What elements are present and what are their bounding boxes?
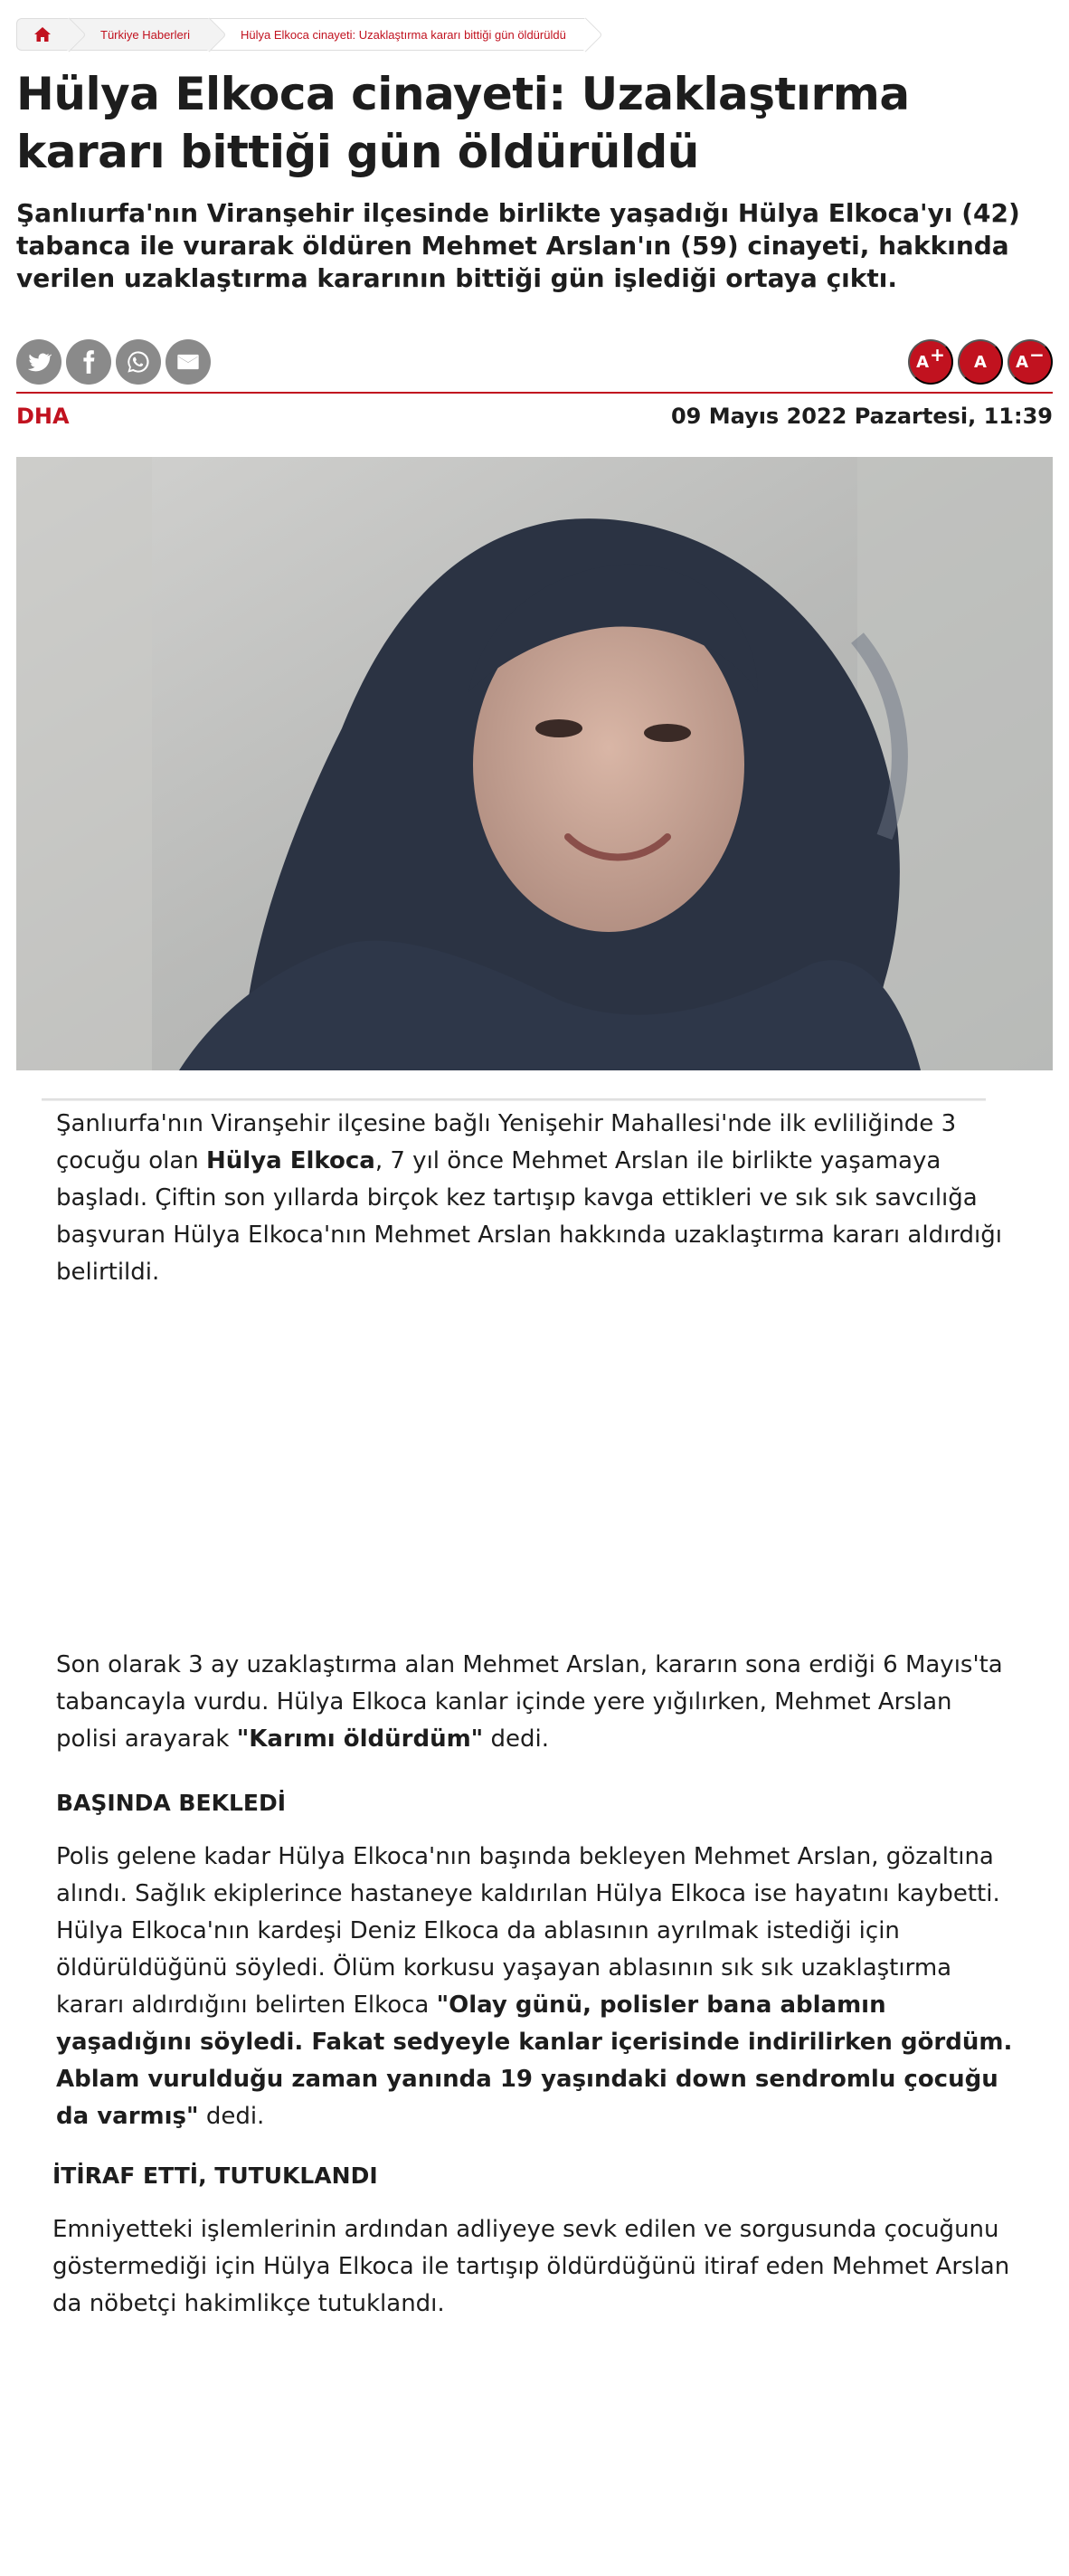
mail-icon <box>175 349 201 375</box>
subheading-basinda-bekledi: BAŞINDA BEKLEDİ <box>56 1790 287 1816</box>
share-mail-button[interactable] <box>166 339 211 385</box>
p3-text-bold: "Olay günü, polisler bana ablamın yaşadığını söyledi. Fakat sedyeyle kanlar içerisinde indirilirken gördüm. Ablam vurulduğu zaman yanında 19 yaşındaki down sendromlu çocuğu da varmış" <box>56 1991 1013 2130</box>
article-photo <box>16 457 1053 1070</box>
p1-text-bold: Hülya Elkoca <box>206 1147 375 1174</box>
article-paragraph-1 <box>56 1106 1015 1291</box>
article-lead: Şanlıurfa'nın Viranşehir ilçesinde birlikte yaşadığı Hülya Elkoca'yı (42) tabanca ile vurarak öldüren Mehmet Arslan'ın (59) cinayeti, hakkında verilen uzaklaştırma kararının bittiği gün işlediği ortaya çıktı. <box>16 198 1020 293</box>
news-source: DHA <box>16 404 70 429</box>
portrait-image <box>16 457 1053 1070</box>
p1-text-a: Şanlıurfa'nın Viranşehir ilçesine bağlı Yenişehir Mahallesi'nde ilk evliliğinde 3 çocuğu olan <box>56 1110 957 1174</box>
breadcrumb-home[interactable] <box>16 18 70 51</box>
header-divider <box>16 392 1053 394</box>
whatsapp-icon <box>126 349 151 375</box>
twitter-icon <box>26 349 52 375</box>
photo-caption-divider <box>42 1098 986 1101</box>
p2-text-c: dedi. <box>483 1725 549 1753</box>
facebook-icon <box>76 349 101 375</box>
share-twitter-button[interactable] <box>16 339 61 385</box>
publish-date: 09 Mayıs 2022 Pazartesi, 11:39 <box>670 404 1053 429</box>
breadcrumb <box>16 18 586 51</box>
p3-text-a: Polis gelene kadar Hülya Elkoca'nın başında bekleyen Mehmet Arslan, gözaltına alındı. Sağlık ekiplerince hastaneye kaldırılan Hülya Elkoca ise hayatını kaybetti. Hülya Elkoca'nın kardeşi Deniz Elkoca da ablasının ayrılmak istediği için öldürüldüğünü söyledi. Ölüm korkusu yaşayan ablasının sık sık uzaklaştırma kararı aldırdığını belirten Elkoca <box>56 1843 1000 2019</box>
font-increase-label: A <box>916 352 930 372</box>
p1-text-c: , 7 yıl önce Mehmet Arslan ile birlikte yaşamaya başladı. Çiftin son yıllarda birçok kez tartışıp kavga ettikleri ve sık sık savcılığa başvuran Hülya Elkoca'nın Mehmet Arslan hakkında uzaklaştırma kararı aldırdığı belirtildi. <box>56 1147 1002 1286</box>
font-reset-label: A <box>974 352 987 372</box>
home-icon <box>33 26 52 43</box>
p2-text-a: Son olarak 3 ay uzaklaştırma alan Mehmet Arslan, kararın sona erdiği 6 Mayıs'ta tabancayla vurdu. Hülya Elkoca kanlar içinde yere yığılırken, Mehmet Arslan polisi arayarak <box>56 1651 1003 1753</box>
font-decrease-button[interactable] <box>1008 339 1053 385</box>
share-whatsapp-button[interactable] <box>116 339 161 385</box>
article-paragraph-3 <box>56 1839 1015 2135</box>
font-decrease-label: A <box>1016 352 1029 372</box>
page-title: Hülya Elkoca cinayeti: Uzaklaştırma kararı bittiği gün öldürüldü <box>16 68 910 178</box>
share-bar <box>16 339 211 385</box>
font-increase-button[interactable] <box>908 339 953 385</box>
font-size-controls <box>908 339 1053 385</box>
font-reset-button[interactable] <box>958 339 1003 385</box>
breadcrumb-item-current[interactable]: Hülya Elkoca cinayeti: Uzaklaştırma kararı bittiği gün öldürüldü <box>210 18 586 51</box>
share-facebook-button[interactable] <box>66 339 111 385</box>
breadcrumb-item-category[interactable]: Türkiye Haberleri <box>70 18 210 51</box>
subheading-itiraf-etti: İTİRAF ETTİ, TUTUKLANDI <box>52 2163 378 2189</box>
font-increase-sup: + <box>930 344 945 366</box>
font-decrease-sup: − <box>1029 344 1045 366</box>
p3-text-c: dedi. <box>198 2103 265 2130</box>
article-paragraph-4: Emniyetteki işlemlerinin ardından adliyeye sevk edilen ve sorgusunda çocuğunu göstermediği için Hülya Elkoca ile tartışıp öldürdüğünü itiraf eden Mehmet Arslan da nöbetçi hakimlikçe tutuklandı. <box>52 2216 1010 2317</box>
article-paragraph-2 <box>56 1647 1015 1758</box>
p2-text-bold: "Karımı öldürdüm" <box>236 1725 484 1753</box>
